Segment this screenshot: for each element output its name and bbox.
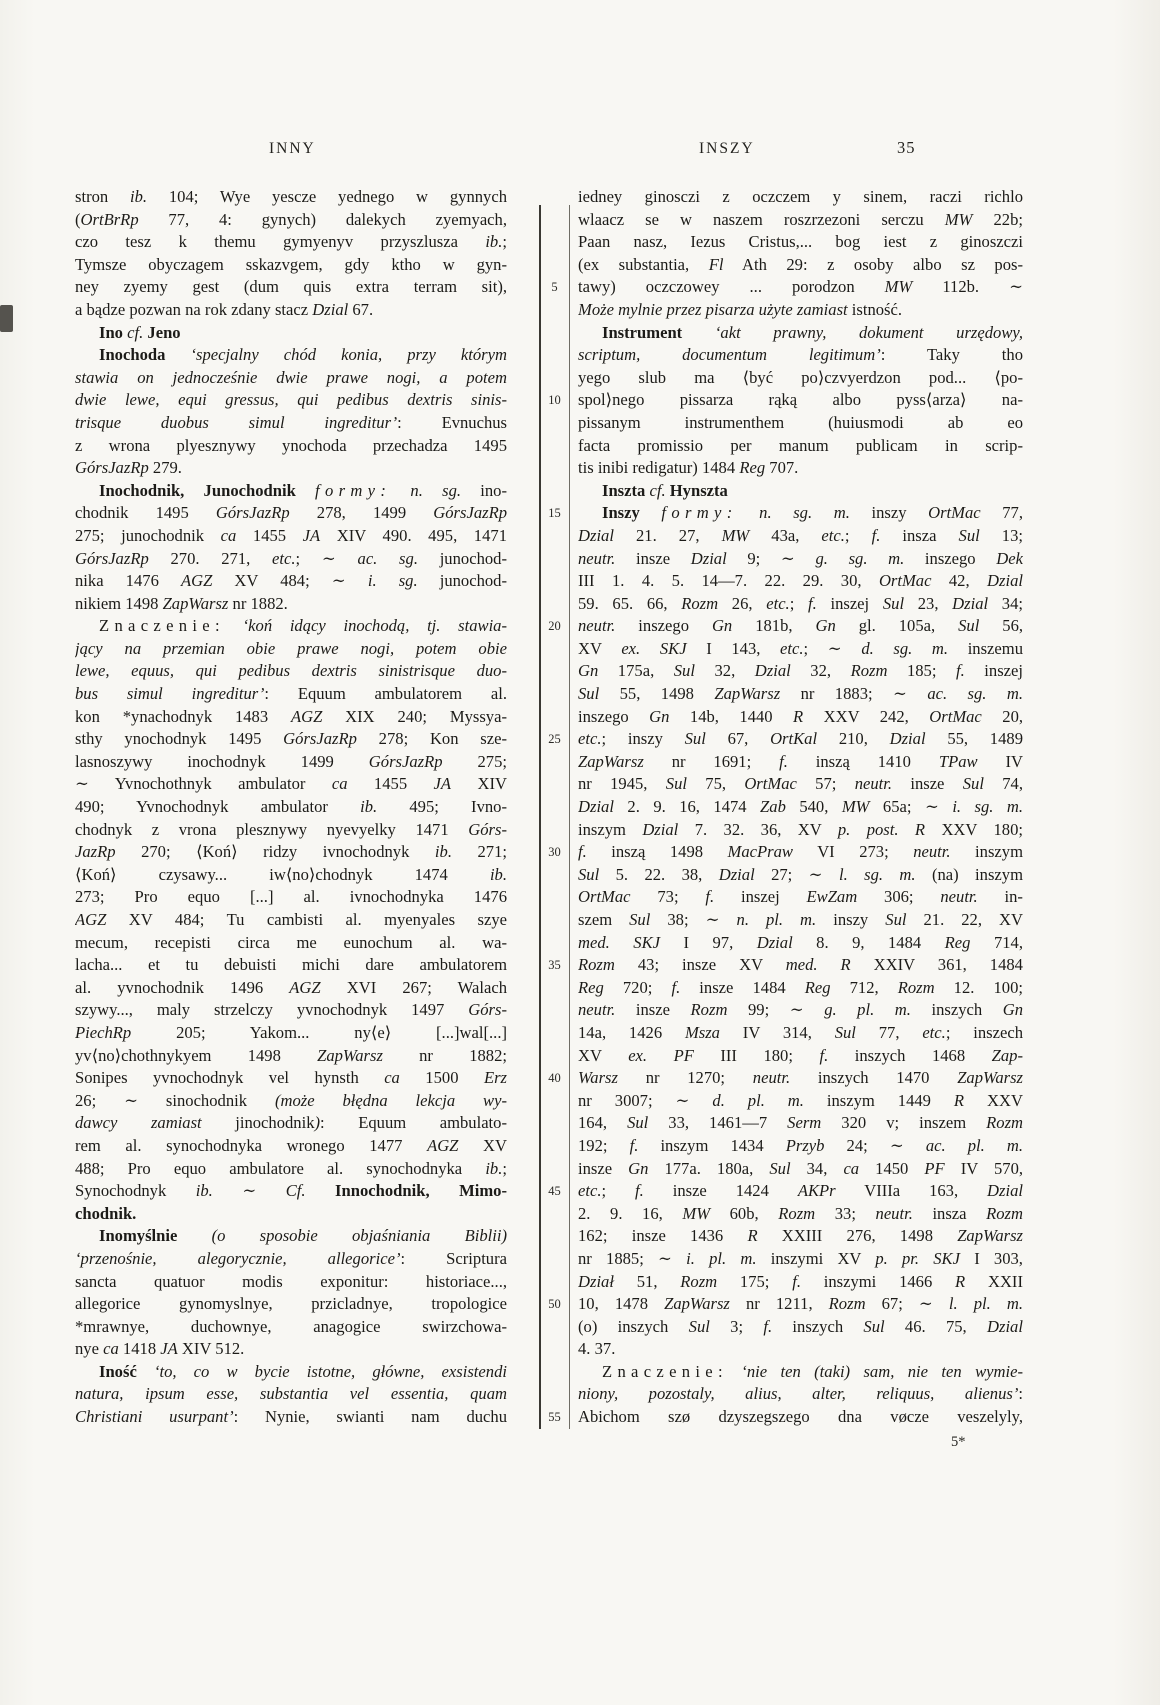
text-line: z wrona plyesznywy ynochoda przechadza 1495 [75,435,507,455]
text-line: Ino cf. Jeno [99,322,181,342]
text-line: dwie lewe, equi gressus, qui pedibus dextris sinis- [75,390,507,410]
text-line: dawcy zamiast jinochodnik): Equum ambulato- [75,1113,507,1133]
text-line: Znaczenie: ‘koń idący inochodą, tj. stawia- [99,616,507,636]
text-line: (OrtBrRp 77, 4: gynych) dalekych zyemyach, [75,209,507,229]
signature-mark: 5* [951,1434,966,1450]
line-number: 45 [548,1184,561,1199]
text-line: 10, 1478 ZapWarsz nr 1211, Rozm 67; ∼ l. pl. m. [578,1294,1023,1314]
text-line: chodnik. [75,1203,137,1223]
text-line: Paan nasz, Iezus Cristus,... bog iest z ginoszczi [578,232,1023,252]
text-line: tis inibi redigatur) 1484 Reg 707. [578,458,799,478]
text-line: sancta quatuor modis exponitur: historiace..., [75,1271,507,1291]
text-line: ∼ Yvnochothnyk ambulator ca 1455 JA XIV [75,774,507,794]
text-line: Może mylnie przez pisarza użyte zamiast istność. [578,299,903,319]
text-line: etc.; f. insze 1424 AKPr VIIIa 163, Dzial [578,1181,1023,1201]
text-line: Reg 720; f. insze 1484 Reg 712, Rozm 12. 100; [578,977,1023,997]
text-line: inszym Dzial 7. 32. 36, XV p. post. R XXV 180; [578,819,1023,839]
line-number: 25 [548,732,561,747]
text-line: lasnoszywy inochodnyk 1499 GórsJazRp 275; [75,751,507,771]
text-line: nr 1945, Sul 75, OrtMac 57; neutr. insze Sul 74, [578,774,1023,794]
text-line: Sul 5. 22. 38, Dzial 27; ∼ l. sg. m. (na) inszym [578,864,1023,884]
text-line: XV ex. SKJ I 143, etc.; ∼ d. sg. m. inszemu [578,638,1023,658]
text-line: Inszy formy: n. sg. m. inszy OrtMac 77, [602,503,1023,523]
text-line: 26; ∼ sinochodnik (może błędna lekcja wy- [75,1090,507,1110]
line-number: 20 [548,619,561,634]
text-line: iedney ginosczi z oczczem y sinem, raczi richlo [578,187,1023,206]
line-number: 30 [548,845,561,860]
text-line: Inszta cf. Hynszta [602,480,728,500]
text-line: Dzial 21. 27, MW 43a, etc.; f. insza Sul 13; [578,525,1023,545]
scan-artifact [0,305,13,332]
text-line: ZapWarsz nr 1691; f. inszą 1410 TPaw IV [578,751,1023,771]
text-line: neutr. insze Dzial 9; ∼ g. sg. m. inszego Dek [578,548,1023,568]
text-line: a bądze pozwan na rok zdany stacz Dzial 67. [75,299,374,319]
text-line: Dział 51, Rozm 175; f. inszymi 1466 R XXII [578,1271,1023,1291]
text-line: 2. 9. 16, MW 60b, Rozm 33; neutr. insza Rozm [578,1203,1023,1223]
page-number: 35 [897,138,916,157]
text-line: trisque duobus simul ingreditur’: Evnuchus [75,412,507,432]
text-line: Inochoda ‘specjalny chód konia, przy którym [99,345,507,365]
text-line: Christiani usurpant’: Nynie, swianti nam duchu [75,1407,507,1427]
text-line: PiechRp 205; Yakom... ny⟨e⟩ [...]wal[...] [75,1022,507,1042]
text-line: allegorice gynomyslnye, przicladnye, tropologice [75,1294,507,1314]
text-line: czo tesz k themu gymyenyv przyszlusza ib.; [75,232,507,252]
text-line: Gn 175a, Sul 32, Dzial 32, Rozm 185; f. inszej [578,661,1023,681]
right-column [578,186,1023,1429]
text-line: 4. 37. [578,1339,616,1359]
text-line: 162; insze 1436 R XXIII 276, 1498 ZapWarsz [578,1226,1023,1246]
text-line: al. yvnochodnik 1496 AGZ XVI 267; Walach [75,977,507,997]
text-line: med. SKJ I 97, Dzial 8. 9, 1484 Reg 714, [578,932,1023,952]
line-number: 55 [548,1410,561,1425]
text-line: Iność ‘to, co w bycie istotne, główne, exsistendi [99,1361,507,1381]
text-line: (o) inszych Sul 3; f. inszych Sul 46. 75, Dzial [578,1316,1023,1336]
text-line: facta promissio per manum publicam in scrip- [578,435,1023,455]
text-line: GórsJazRp 279. [75,458,182,478]
text-line: chodnik 1495 GórsJazRp 278, 1499 GórsJazRp [75,503,507,523]
text-line: III 1. 4. 5. 14—7. 22. 29. 30, OrtMac 42, Dzial [578,571,1023,591]
running-head-left: INNY [269,140,316,157]
text-line: szywy..., maly strzelczy yvnochodnyk 1497 Górs- [75,1000,507,1020]
text-line: 488; Pro equo ambulatore al. synochodnyka ib.; [75,1158,507,1178]
text-line: 14a, 1426 Msza IV 314, Sul 77, etc.; inszech [578,1022,1023,1042]
text-line: nr 1885; ∼ i. pl. m. inszymi XV p. pr. SKJ I 303, [578,1248,1023,1268]
line-number: 35 [548,958,561,973]
text-line: 490; Yvnochodnyk ambulator ib. 495; Ivno- [75,797,507,817]
text-line: ‘przenośnie, alegorycznie, allegorice’: Scriptura [75,1248,507,1268]
text-line: 192; f. inszym 1434 Przyb 24; ∼ ac. pl. m. [578,1135,1023,1155]
text-line: yv⟨no⟩chothnykyem 1498 ZapWarsz nr 1882; [75,1045,507,1065]
text-line: neutr. insze Rozm 99; ∼ g. pl. m. inszych Gn [578,1000,1023,1020]
text-line: stawia on jednocześnie dwie prawe nogi, a potem [75,367,507,387]
text-line: yego slub ma ⟨być po⟩czvyerdzon pod... ⟨po- [578,367,1023,387]
line-number: 15 [548,506,561,521]
text-line: Rozm 43; insze XV med. R XXIV 361, 1484 [578,955,1023,975]
text-line: XV ex. PF III 180; f. inszych 1468 Zap- [578,1045,1023,1065]
text-line: 164, Sul 33, 1461—7 Serm 320 v; inszem Rozm [578,1113,1023,1133]
text-line: OrtMac 73; f. inszej EwZam 306; neutr. in- [578,887,1023,907]
text-line: Tymsze obyczagem sskazvgem, gdy ktho w gyn- [75,254,507,274]
text-line: Sul 55, 1498 ZapWarsz nr 1883; ∼ ac. sg. m. [578,684,1023,704]
line-number: 40 [548,1071,561,1086]
text-line: nr 3007; ∼ d. pl. m. inszym 1449 R XXV [578,1090,1023,1110]
text-line: sthy ynochodnyk 1495 GórsJazRp 278; Kon sze- [75,729,507,749]
text-line: f. inszą 1498 MacPraw VI 273; neutr. inszym [578,842,1023,862]
text-line: etc.; inszy Sul 67, OrtKal 210, Dzial 55, 1489 [578,729,1023,749]
text-line: szem Sul 38; ∼ n. pl. m. inszy Sul 21. 22, XV [578,910,1023,929]
text-line: nikiem 1498 ZapWarsz nr 1882. [75,593,288,613]
text-line: neutr. inszego Gn 181b, Gn gl. 105a, Sul 56, [578,616,1023,636]
text-line: Warsz nr 1270; neutr. inszych 1470 ZapWarsz [578,1068,1023,1088]
text-line: insze Gn 177a. 180a, Sul 34, ca 1450 PF IV 570, [578,1158,1023,1178]
text-line: stron ib. 104; Wye yescze yednego w gynnych [75,187,507,206]
text-line: ⟨Koń⟩ czysawy... iw⟨no⟩chodnyk 1474 ib. [75,864,507,884]
text-line: Synochodnyk ib. ∼ Cf. Innochodnik, Mimo- [75,1181,507,1201]
column-divider-right-rule [569,205,570,1429]
text-line: 273; Pro equo [...] al. ivnochodnyka 1476 [75,887,507,907]
left-column [75,186,507,1429]
text-line: ney zyemy gest (dum quis extra terram sit), [75,277,507,297]
text-line: natura, ipsum esse, substantia vel essentia, quam [75,1384,507,1404]
text-line: JazRp 270; ⟨Koń⟩ ridzy ivnochodnyk ib. 271; [75,842,507,862]
text-line: chodnyk z vrona plesznywy nyevyelky 1471 Górs- [75,819,507,839]
text-line: jący na przemian obie prawe nogi, potem obie [75,638,507,658]
text-line: kon *ynachodnyk 1483 AGZ XIX 240; Myssya- [75,706,507,726]
text-line: Abichom szø dzyszegszego dna vøcze veszelyly, [578,1407,1023,1427]
line-number: 50 [548,1297,561,1312]
text-line: Znaczenie: ‘nie ten (taki) sam, nie ten wymie- [602,1361,1023,1381]
text-line: nye ca 1418 JA XIV 512. [75,1339,245,1359]
text-line: AGZ XV 484; Tu cambisti al. myenyales szye [75,910,507,929]
text-line: (ex substantia, Fl Ath 29: z osoby albo sz pos- [578,254,1023,274]
text-line: spol⟩nego pissarza rąką albo pyss⟨arza⟩ na- [578,390,1023,410]
text-line: lacha... et tu debuisti michi dare ambulatorem [75,955,507,975]
text-line: GórsJazRp 270. 271, etc.; ∼ ac. sg. junochod- [75,548,507,568]
text-line: Instrument ‘akt prawny, dokument urzędowy, [602,322,1023,342]
line-number: 5 [551,280,558,295]
line-number: 10 [548,393,561,408]
text-line: pissanym instrumenthem (huiusmodi ab eo [578,412,1023,432]
text-line: Sonipes yvnochodnyk vel hynsth ca 1500 Erz [75,1068,507,1088]
text-line: lewe, equus, qui pedibus dextris sinistrisque duo- [75,661,507,681]
text-line: inszego Gn 14b, 1440 R XXV 242, OrtMac 20, [578,706,1023,726]
text-line: scriptum, documentum legitimum’: Taky tho [578,345,1023,365]
text-line: nika 1476 AGZ XV 484; ∼ i. sg. junochod- [75,571,507,591]
text-line: rem al. synochodnyka wronego 1477 AGZ XV [75,1135,507,1155]
text-line: mecum, recepisti circa me eunochum al. wa- [75,932,507,952]
text-line: bus simul ingreditur’: Equum ambulatorem al. [75,684,507,704]
running-head-right: INSZY [699,140,755,157]
text-line: Dzial 2. 9. 16, 1474 Zab 540, MW 65a; ∼ i. sg. m. [578,797,1023,817]
text-line: *mrawnye, duchownye, anagogice swirzchowa- [75,1316,507,1336]
text-line: 59. 65. 66, Rozm 26, etc.; f. inszej Sul 23, Dzial 34; [578,593,1023,613]
text-line: Inomyślnie (o sposobie objaśniania Biblii) [99,1226,507,1246]
text-line: 275; junochodnik ca 1455 JA XIV 490. 495, 1471 [75,525,507,545]
text-line: niony, pozostaly, alius, alter, reliquus, alienus’: [578,1384,1023,1404]
text-line: tawy) oczczowey ... porodzon MW 112b. ∼ [578,277,1023,297]
text-line: Inochodnik, Junochodnik formy: n. sg. ino- [99,480,507,500]
text-line: wlaacz se w naszem roszrzezoni serczu MW 22b; [578,209,1023,229]
